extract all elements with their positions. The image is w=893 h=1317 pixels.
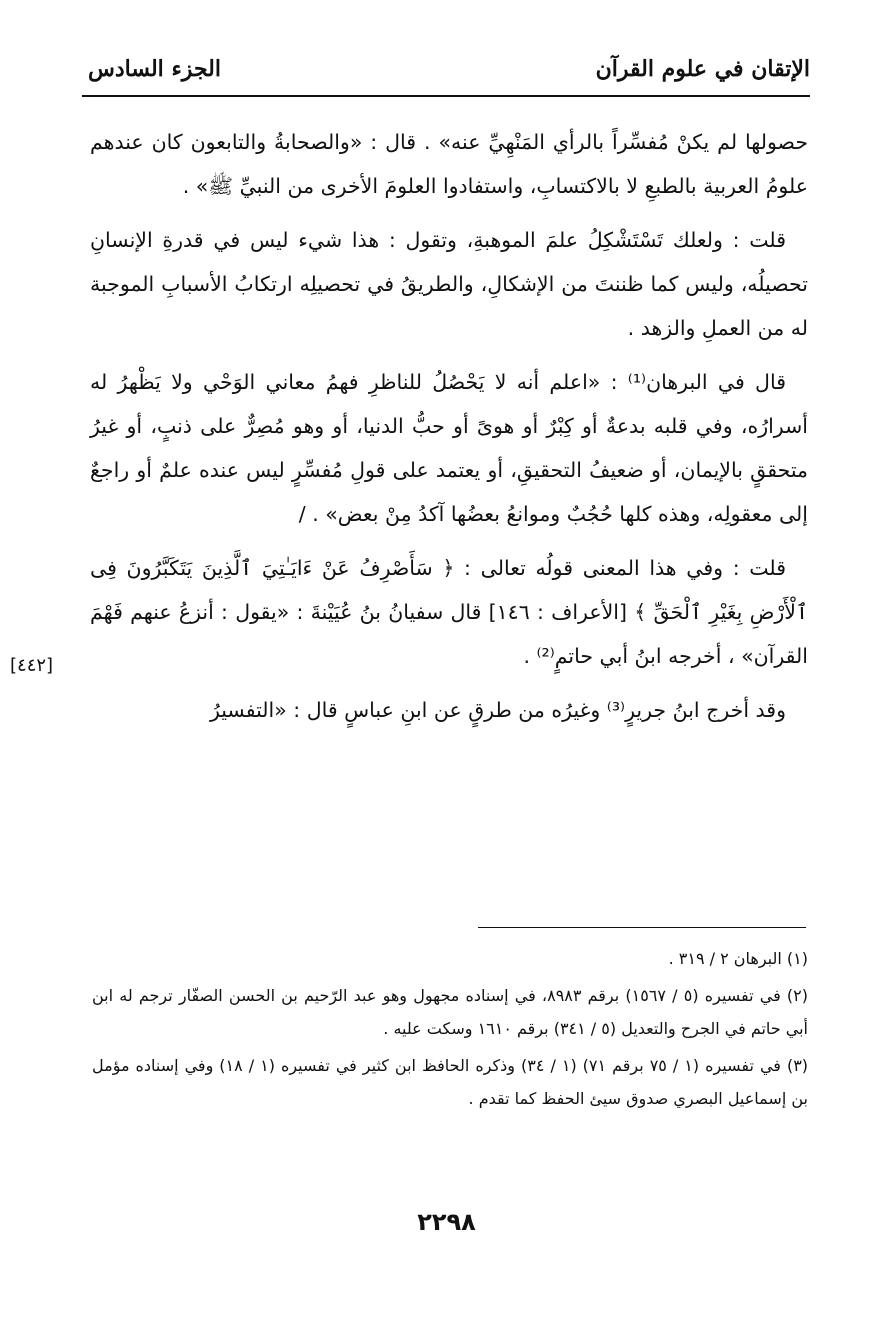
paragraph-3: قال في البرهان⁽¹⁾ : «اعلم أنه لا يَحْصُلُ للناظرِ فهمُ معاني الوَحْي ولا يَظْهرُ له أسرارُه، وفي قلبه بدعةٌ أو كِبْرٌ أو هوىً أو حبُّ الدنيا، أو وهو مُصِرٌّ على ذنبٍ، أو غيرُ متحققٍ بالإيمان، أو ضعيفُ التحقيقِ، أو يعتمد على قولِ مُفسِّرٍ ليس عنده علمٌ أو راجعٌ إلى معقولِه، وهذه كلها حُجُبٌ وموانعُ بعضُها آكدُ مِنْ بعض» . /: [90, 370, 808, 526]
running-header: [88, 50, 810, 94]
footnote-3: (٣) في تفسيره (١ / ٧٥ برقم ٧١) (١ / ٣٤) وذكره الحافظ ابن كثير في تفسيره (١ / ١٨) وفي إسناده مؤمل بن إسماعيل البصري صدوق سيئ الحفظ كما تقدم .: [92, 1056, 809, 1108]
manuscript-page-marker: [٤٤٢]: [10, 655, 54, 676]
paragraph-4: قلت : وفي هذا المعنى قولُه تعالى : ﴿ سَأَصْرِفُ عَنْ ءَايَـٰتِيَ ٱلَّذِينَ يَتَكَبَّرُونَ فِى ٱلْأَرْضِ بِغَيْرِ ٱلْحَقِّ ﴾ [الأعراف : ١٤٦] قال سفيانُ بنُ عُيَيْنةَ : «يقول : أنزعُ عنهم فَهْمَ القرآن» ، أخرجه ابنُ أبي حاتمٍ⁽²⁾ .: [90, 556, 808, 668]
paragraph-1: حصولها لم يكنْ مُفسِّراً بالرأي المَنْهِيِّ عنه» . قال : «والصحابةُ والتابعون كان عندهم علومُ العربية بالطبعِ لا بالاكتسابِ، واستفادوا العلومَ الأخرى من النبيِّ ﷺ» .: [90, 130, 808, 198]
footnotes: [92, 942, 808, 1119]
footnote-divider: [478, 927, 806, 928]
volume-label: الجزء السادس: [88, 56, 221, 82]
header-divider: [82, 95, 810, 97]
main-text: [90, 120, 808, 732]
page-number: ٢٢٩٨: [417, 1208, 476, 1236]
footnote-2: (٢) في تفسيره (٥ / ١٥٦٧) برقم ٨٩٨٣، في إسناده مجهول وهو عبد الرّحيم بن الحسن الصفّار ترجم له ابن أبي حاتم في الجرح والتعديل (٥ / ٣٤١) برقم ١٦١٠ وسكت عليه .: [92, 986, 809, 1038]
paragraph-5: وقد أخرج ابنُ جريرٍ⁽³⁾ وغيرُه من طرقٍ عن ابنِ عباسٍ قال : «التفسيرُ: [209, 698, 786, 722]
paragraph-2: قلت : ولعلك تَسْتَشْكِلُ علمَ الموهبةِ، وتقول : هذا شيء ليس في قدرةِ الإنسانِ تحصيلُه، وليس كما ظننتَ من الإشكالِ، والطريقُ في تحصيلِه ارتكابُ الأسبابِ الموجبة له من العملِ والزهد .: [90, 228, 808, 340]
book-title: الإتقان في علوم القرآن: [595, 56, 810, 82]
footnote-1: (١) البرهان ٢ / ٣١٩ .: [668, 949, 808, 968]
